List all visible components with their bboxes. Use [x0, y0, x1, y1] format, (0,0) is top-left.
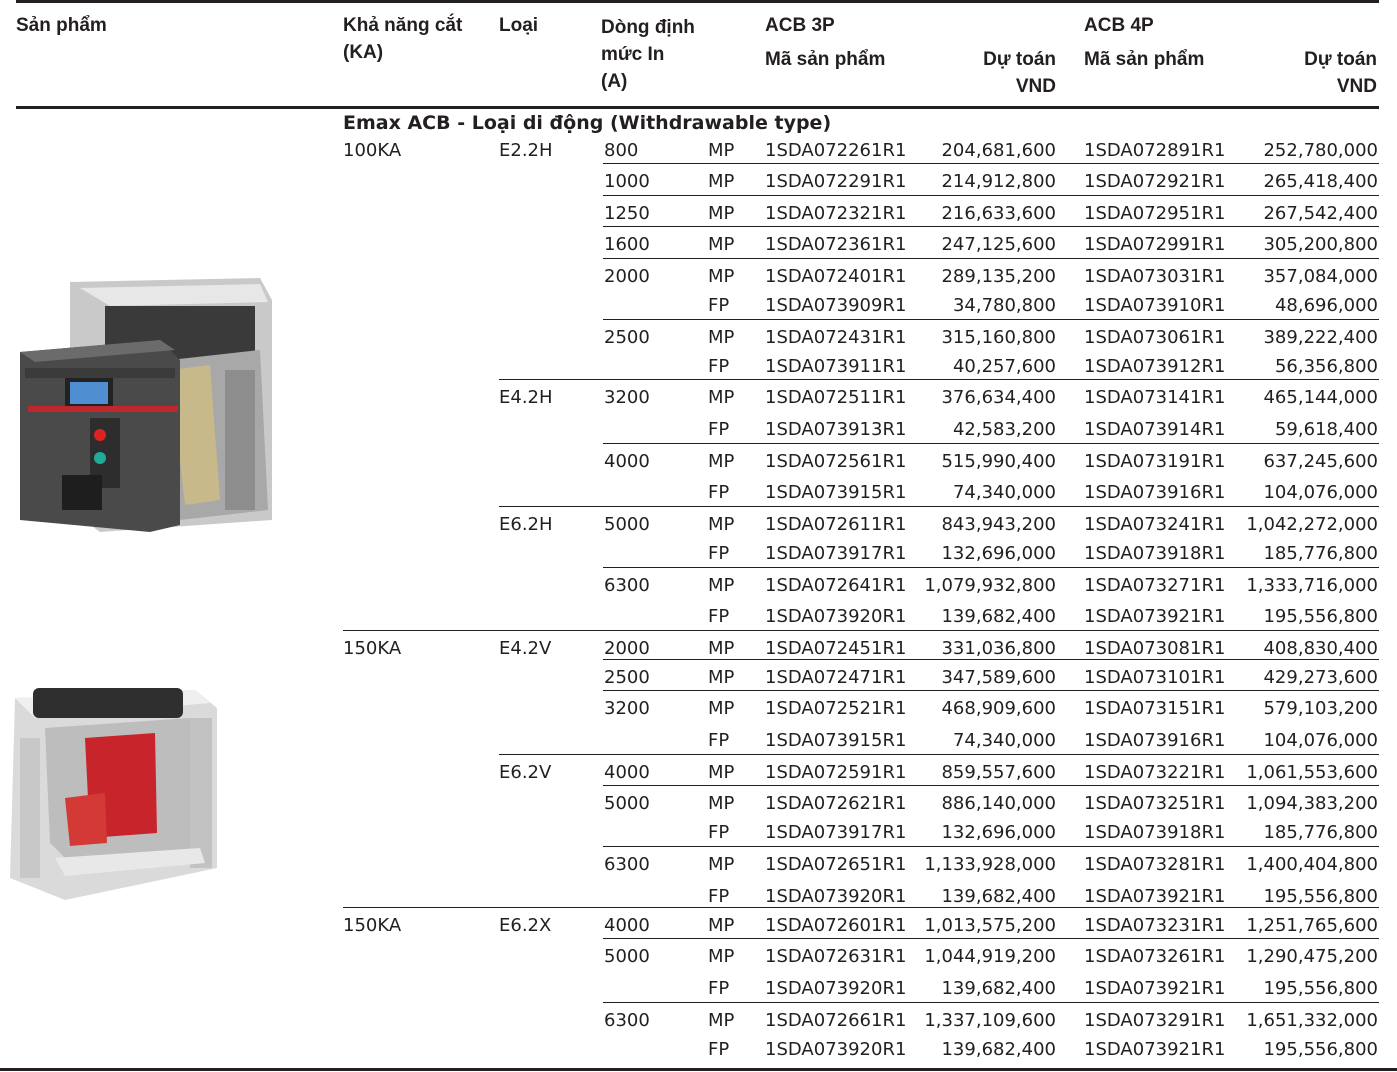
row-rule — [603, 258, 1379, 259]
code-4p-cell: 1SDA073918R1 — [1084, 543, 1226, 564]
rated-current-cell: 4000 — [604, 762, 650, 783]
price-3p-cell: 315,160,800 — [941, 327, 1056, 348]
code-4p-cell: 1SDA073081R1 — [1084, 638, 1226, 659]
code-4p-cell: 1SDA073916R1 — [1084, 482, 1226, 503]
version-cell: MP — [708, 793, 735, 814]
rated-current-cell: 6300 — [604, 1010, 650, 1031]
rated-current-cell: 2500 — [604, 327, 650, 348]
type-cell: E4.2V — [499, 638, 552, 659]
price-4p-cell: 195,556,800 — [1263, 978, 1378, 999]
version-cell: MP — [708, 140, 735, 161]
code-3p-cell: 1SDA072521R1 — [765, 698, 907, 719]
code-4p-cell: 1SDA073221R1 — [1084, 762, 1226, 783]
rated-current-cell: 3200 — [604, 387, 650, 408]
price-3p-cell: 132,696,000 — [941, 822, 1056, 843]
row-rule — [603, 226, 1379, 227]
row-rule — [603, 443, 1379, 444]
code-3p-cell: 1SDA072621R1 — [765, 793, 907, 814]
code-4p-cell: 1SDA073916R1 — [1084, 730, 1226, 751]
price-4p-cell: 48,696,000 — [1274, 295, 1378, 316]
breaking-capacity-cell: 150KA — [343, 915, 402, 936]
price-3p-cell: 886,140,000 — [941, 793, 1056, 814]
code-3p-cell: 1SDA072291R1 — [765, 171, 907, 192]
code-3p-cell: 1SDA072601R1 — [765, 915, 907, 936]
code-4p-cell: 1SDA073291R1 — [1084, 1010, 1226, 1031]
code-4p-cell: 1SDA073101R1 — [1084, 667, 1226, 688]
price-4p-cell: 104,076,000 — [1263, 730, 1378, 751]
price-4p-cell: 1,094,383,200 — [1246, 793, 1378, 814]
rated-current-cell: 4000 — [604, 451, 650, 472]
price-3p-cell: 216,633,600 — [941, 203, 1056, 224]
rated-current-cell: 6300 — [604, 854, 650, 875]
price-4p-cell: 579,103,200 — [1263, 698, 1378, 719]
code-3p-cell: 1SDA072321R1 — [765, 203, 907, 224]
header-price-4p: Dự toán VND — [1304, 49, 1377, 97]
code-4p-cell: 1SDA073141R1 — [1084, 387, 1226, 408]
price-3p-cell: 139,682,400 — [941, 886, 1056, 907]
code-3p-cell: 1SDA072451R1 — [765, 638, 907, 659]
price-4p-cell: 267,542,400 — [1263, 203, 1378, 224]
code-4p-cell: 1SDA073251R1 — [1084, 793, 1226, 814]
breaker-withdrawable-image — [10, 270, 275, 545]
version-cell: MP — [708, 171, 735, 192]
price-3p-cell: 376,634,400 — [941, 387, 1056, 408]
code-4p-cell: 1SDA073151R1 — [1084, 698, 1226, 719]
price-3p-cell: 247,125,600 — [941, 234, 1056, 255]
version-cell: MP — [708, 915, 735, 936]
version-cell: MP — [708, 514, 735, 535]
row-rule — [603, 938, 1379, 939]
price-4p-cell: 56,356,800 — [1274, 356, 1378, 377]
code-3p-cell: 1SDA073909R1 — [765, 295, 907, 316]
type-cell: E2.2H — [499, 140, 553, 161]
price-3p-cell: 859,557,600 — [941, 762, 1056, 783]
rated-current-cell: 6300 — [604, 575, 650, 596]
code-4p-cell: 1SDA073921R1 — [1084, 886, 1226, 907]
rated-current-cell: 1250 — [604, 203, 650, 224]
price-4p-cell: 465,144,000 — [1263, 387, 1378, 408]
header-code-4p: Mã sản phẩm — [1084, 49, 1205, 70]
code-4p-cell: 1SDA073061R1 — [1084, 327, 1226, 348]
code-4p-cell: 1SDA073910R1 — [1084, 295, 1226, 316]
price-4p-cell: 389,222,400 — [1263, 327, 1378, 348]
price-3p-cell: 139,682,400 — [941, 1039, 1056, 1060]
code-4p-cell: 1SDA073241R1 — [1084, 514, 1226, 535]
code-4p-cell: 1SDA073921R1 — [1084, 606, 1226, 627]
price-3p-cell: 347,589,600 — [941, 667, 1056, 688]
version-cell: FP — [708, 356, 730, 377]
code-4p-cell: 1SDA073918R1 — [1084, 822, 1226, 843]
section-title: Emax ACB - Loại di động (Withdrawable type) — [343, 112, 832, 134]
price-3p-cell: 515,990,400 — [941, 451, 1056, 472]
price-3p-cell: 1,133,928,000 — [924, 854, 1056, 875]
price-3p-cell: 132,696,000 — [941, 543, 1056, 564]
header-type: Loại — [499, 15, 539, 36]
subgroup-rule — [499, 506, 1379, 507]
code-3p-cell: 1SDA073915R1 — [765, 482, 907, 503]
rated-current-cell: 4000 — [604, 915, 650, 936]
price-4p-cell: 195,556,800 — [1263, 1039, 1378, 1060]
code-3p-cell: 1SDA072471R1 — [765, 667, 907, 688]
price-4p-cell: 195,556,800 — [1263, 886, 1378, 907]
price-3p-cell: 40,257,600 — [952, 356, 1056, 377]
version-cell: MP — [708, 234, 735, 255]
version-cell: FP — [708, 730, 730, 751]
price-3p-cell: 139,682,400 — [941, 606, 1056, 627]
code-4p-cell: 1SDA073261R1 — [1084, 946, 1226, 967]
rated-current-cell: 3200 — [604, 698, 650, 719]
code-4p-cell: 1SDA073281R1 — [1084, 854, 1226, 875]
price-4p-cell: 357,084,000 — [1263, 266, 1378, 287]
type-cell: E4.2H — [499, 387, 553, 408]
breaker-cradle-image — [5, 678, 220, 900]
code-3p-cell: 1SDA073911R1 — [765, 356, 907, 377]
code-3p-cell: 1SDA072651R1 — [765, 854, 907, 875]
code-4p-cell: 1SDA073921R1 — [1084, 978, 1226, 999]
code-4p-cell: 1SDA072991R1 — [1084, 234, 1226, 255]
type-cell: E6.2V — [499, 762, 552, 783]
price-4p-cell: 1,251,765,600 — [1246, 915, 1378, 936]
row-rule — [603, 690, 1379, 691]
price-4p-cell: 104,076,000 — [1263, 482, 1378, 503]
header-product: Sản phẩm — [16, 15, 107, 36]
price-4p-cell: 252,780,000 — [1263, 140, 1378, 161]
version-cell: MP — [708, 575, 735, 596]
group-rule — [343, 630, 1379, 631]
price-3p-cell: 204,681,600 — [941, 140, 1056, 161]
price-3p-cell: 289,135,200 — [941, 266, 1056, 287]
code-4p-cell: 1SDA072951R1 — [1084, 203, 1226, 224]
row-rule — [603, 567, 1379, 568]
bottom-rule — [0, 1068, 1397, 1071]
version-cell: FP — [708, 978, 730, 999]
version-cell: FP — [708, 295, 730, 316]
price-4p-cell: 1,061,553,600 — [1246, 762, 1378, 783]
code-3p-cell: 1SDA072641R1 — [765, 575, 907, 596]
breaking-capacity-cell: 150KA — [343, 638, 402, 659]
header-acb-3p: ACB 3P — [765, 15, 835, 36]
price-3p-cell: 331,036,800 — [941, 638, 1056, 659]
version-cell: MP — [708, 946, 735, 967]
price-4p-cell: 1,042,272,000 — [1246, 514, 1378, 535]
rated-current-cell: 800 — [604, 140, 639, 161]
price-3p-cell: 214,912,800 — [941, 171, 1056, 192]
top-rule — [16, 0, 1379, 3]
code-4p-cell: 1SDA073191R1 — [1084, 451, 1226, 472]
code-3p-cell: 1SDA072361R1 — [765, 234, 907, 255]
price-4p-cell: 1,651,332,000 — [1246, 1010, 1378, 1031]
code-3p-cell: 1SDA073915R1 — [765, 730, 907, 751]
code-3p-cell: 1SDA072631R1 — [765, 946, 907, 967]
rated-current-cell: 2000 — [604, 266, 650, 287]
price-3p-cell: 468,909,600 — [941, 698, 1056, 719]
code-4p-cell: 1SDA073031R1 — [1084, 266, 1226, 287]
price-3p-cell: 74,340,000 — [952, 730, 1056, 751]
code-3p-cell: 1SDA073920R1 — [765, 606, 907, 627]
code-3p-cell: 1SDA073920R1 — [765, 886, 907, 907]
version-cell: MP — [708, 327, 735, 348]
row-rule — [603, 195, 1379, 196]
price-4p-cell: 429,273,600 — [1263, 667, 1378, 688]
price-3p-cell: 74,340,000 — [952, 482, 1056, 503]
code-4p-cell: 1SDA073921R1 — [1084, 1039, 1226, 1060]
price-4p-cell: 1,333,716,000 — [1246, 575, 1378, 596]
row-rule — [603, 319, 1379, 320]
header-breaking-capacity: Khả năng cắt (KA) — [343, 15, 463, 63]
price-3p-cell: 843,943,200 — [941, 514, 1056, 535]
code-3p-cell: 1SDA073913R1 — [765, 419, 907, 440]
price-4p-cell: 185,776,800 — [1263, 543, 1378, 564]
rated-current-cell: 2500 — [604, 667, 650, 688]
rated-current-cell: 1600 — [604, 234, 650, 255]
version-cell: MP — [708, 854, 735, 875]
type-cell: E6.2X — [499, 915, 552, 936]
version-cell: MP — [708, 698, 735, 719]
code-3p-cell: 1SDA072431R1 — [765, 327, 907, 348]
code-4p-cell: 1SDA073231R1 — [1084, 915, 1226, 936]
code-4p-cell: 1SDA073912R1 — [1084, 356, 1226, 377]
version-cell: FP — [708, 1039, 730, 1060]
price-4p-cell: 265,418,400 — [1263, 171, 1378, 192]
code-3p-cell: 1SDA073917R1 — [765, 822, 907, 843]
version-cell: FP — [708, 482, 730, 503]
version-cell: FP — [708, 543, 730, 564]
code-4p-cell: 1SDA072891R1 — [1084, 140, 1226, 161]
price-4p-cell: 59,618,400 — [1274, 419, 1378, 440]
version-cell: MP — [708, 451, 735, 472]
price-3p-cell: 42,583,200 — [952, 419, 1056, 440]
version-cell: MP — [708, 387, 735, 408]
price-3p-cell: 139,682,400 — [941, 978, 1056, 999]
code-3p-cell: 1SDA072511R1 — [765, 387, 907, 408]
row-rule — [603, 163, 1379, 164]
header-code-3p: Mã sản phẩm — [765, 49, 886, 70]
subgroup-rule — [499, 754, 1379, 755]
code-3p-cell: 1SDA072261R1 — [765, 140, 907, 161]
version-cell: FP — [708, 419, 730, 440]
header-rated-current: Dòng định mức In (A) — [601, 17, 695, 92]
rated-current-cell: 5000 — [604, 514, 650, 535]
rated-current-cell: 1000 — [604, 171, 650, 192]
subgroup-rule — [499, 379, 1379, 380]
price-3p-cell: 1,013,575,200 — [924, 915, 1056, 936]
code-3p-cell: 1SDA073920R1 — [765, 978, 907, 999]
code-3p-cell: 1SDA073917R1 — [765, 543, 907, 564]
version-cell: MP — [708, 667, 735, 688]
price-4p-cell: 195,556,800 — [1263, 606, 1378, 627]
code-3p-cell: 1SDA073920R1 — [765, 1039, 907, 1060]
price-4p-cell: 305,200,800 — [1263, 234, 1378, 255]
price-4p-cell: 637,245,600 — [1263, 451, 1378, 472]
code-3p-cell: 1SDA072591R1 — [765, 762, 907, 783]
header-price-3p: Dự toán VND — [983, 49, 1056, 97]
row-rule — [603, 1002, 1379, 1003]
version-cell: MP — [708, 1010, 735, 1031]
group-rule — [343, 907, 1379, 908]
breaking-capacity-cell: 100KA — [343, 140, 402, 161]
type-cell: E6.2H — [499, 514, 553, 535]
code-3p-cell: 1SDA072401R1 — [765, 266, 907, 287]
header-rule — [16, 106, 1379, 109]
rated-current-cell: 5000 — [604, 793, 650, 814]
version-cell: MP — [708, 762, 735, 783]
price-3p-cell: 1,044,919,200 — [924, 946, 1056, 967]
row-rule — [603, 785, 1379, 786]
row-rule — [603, 846, 1379, 847]
code-3p-cell: 1SDA072661R1 — [765, 1010, 907, 1031]
price-4p-cell: 1,290,475,200 — [1246, 946, 1378, 967]
price-4p-cell: 408,830,400 — [1263, 638, 1378, 659]
version-cell: MP — [708, 203, 735, 224]
version-cell: MP — [708, 638, 735, 659]
price-3p-cell: 1,337,109,600 — [924, 1010, 1056, 1031]
version-cell: FP — [708, 606, 730, 627]
code-3p-cell: 1SDA072561R1 — [765, 451, 907, 472]
code-4p-cell: 1SDA072921R1 — [1084, 171, 1226, 192]
price-3p-cell: 1,079,932,800 — [924, 575, 1056, 596]
code-4p-cell: 1SDA073914R1 — [1084, 419, 1226, 440]
price-3p-cell: 34,780,800 — [952, 295, 1056, 316]
code-4p-cell: 1SDA073271R1 — [1084, 575, 1226, 596]
version-cell: MP — [708, 266, 735, 287]
row-rule — [603, 659, 1379, 660]
version-cell: FP — [708, 822, 730, 843]
version-cell: FP — [708, 886, 730, 907]
code-3p-cell: 1SDA072611R1 — [765, 514, 907, 535]
rated-current-cell: 2000 — [604, 638, 650, 659]
header-acb-4p: ACB 4P — [1084, 15, 1154, 36]
price-4p-cell: 1,400,404,800 — [1246, 854, 1378, 875]
price-4p-cell: 185,776,800 — [1263, 822, 1378, 843]
rated-current-cell: 5000 — [604, 946, 650, 967]
